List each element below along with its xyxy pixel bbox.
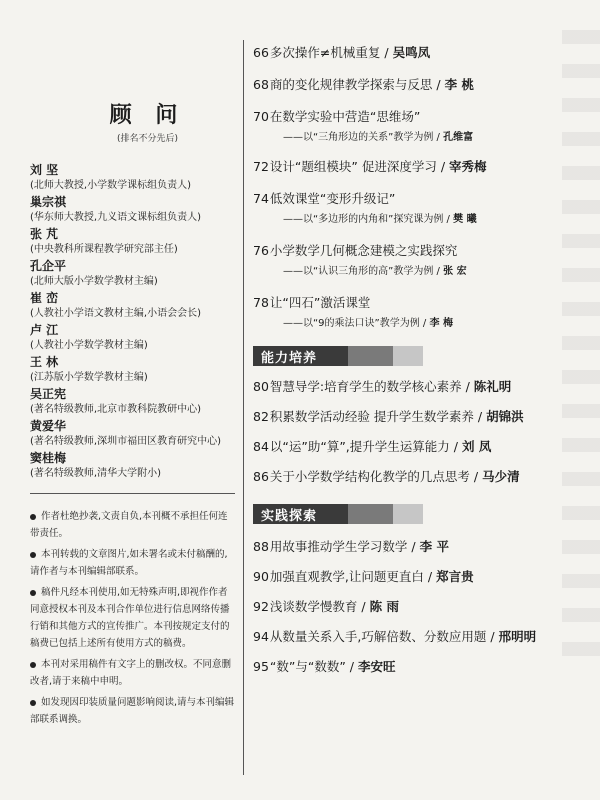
advisor-name: 吴正宪 (30, 387, 67, 401)
toc-entry[interactable]: 76小学数学几何概念建模之实践探究 (253, 243, 458, 258)
notice-item: 作者杜绝抄袭,文责自负,本刊概不承担任何连带责任。 (30, 511, 228, 539)
toc-entry[interactable]: 68商的变化规律教学探索与反思 / 李 桃 (253, 77, 474, 92)
notice-item: 本刊转载的文章图片,如未署名或未付稿酬的,请作者与本刊编辑部联系。 (30, 549, 228, 577)
advisor-name: 巢宗祺 (30, 195, 67, 209)
notice-item: 如发现因印装质量问题影响阅读,请与本刊编辑部联系调换。 (30, 697, 235, 725)
advisor-role: (北师大版小学数学教材主编) (30, 276, 158, 287)
bullet-icon (30, 700, 36, 706)
toc-entry[interactable]: 92浅谈数学慢教育 / 陈 雨 (253, 599, 399, 614)
show-through-text (562, 30, 600, 670)
advisor-name: 刘 坚 (30, 163, 59, 177)
advisor-name: 黄爱华 (30, 419, 67, 433)
toc-subtitle: ——以“三角形边的关系”教学为例 / 孔维富 (283, 132, 474, 143)
notice-item: 稿件凡经本刊使用,如无特殊声明,即视作作者同意授权本刊及本刊合作单位进行信息网络传播行销和其他方式的宣传推广。本刊按规定支付的稿费已包括上述所有使用方式的稿费。 (30, 587, 230, 649)
advisors-list (30, 162, 235, 481)
toc-entry[interactable]: 74低效课堂“变形升级记” (253, 191, 396, 206)
column-divider (243, 40, 244, 775)
toc-entry[interactable]: 80智慧导学:培育学生的数学核心素养 / 陈礼明 (253, 379, 512, 394)
toc-subtitle: ——以“9的乘法口诀”教学为例 / 李 梅 (283, 318, 453, 329)
advisor-role: (北师大教授,小学数学课标组负责人) (30, 180, 191, 191)
toc-entry[interactable]: 90加强直观教学,让问题更直白 / 郑言贵 (253, 569, 474, 584)
toc-entry[interactable]: 82积累数学活动经验 提升学生数学素养 / 胡锦洪 (253, 409, 524, 424)
notice-item: 本刊对采用稿件有文字上的删改权。不同意删改者,请于来稿中申明。 (30, 659, 232, 687)
advisor-role: (著名特级教师,深圳市福田区教育研究中心) (30, 436, 221, 447)
toc-entry[interactable]: 66多次操作≠机械重复 / 吴鸣凤 (253, 45, 431, 60)
advisor-role: (人教社小学语文教材主编,小语会会长) (30, 308, 201, 319)
advisor-name: 张 芃 (30, 227, 59, 241)
toc-entry[interactable]: 78让“四石”激活课堂 (253, 295, 371, 310)
advisors-title: 顾 问 (109, 103, 186, 128)
toc-entry[interactable]: 95“数”与“数数” / 李安旺 (253, 659, 396, 674)
toc-entry[interactable]: 70在数学实验中营造“思维场” (253, 109, 421, 124)
toc-entry[interactable]: 86关于小学数学结构化教学的几点思考 / 马少清 (253, 469, 520, 484)
advisor-role: (中央教科所课程教学研究部主任) (30, 244, 178, 255)
advisor-role: (著名特级教师,清华大学附小) (30, 468, 161, 479)
toc-subtitle: ——以“多边形的内角和”探究课为例 / 樊 曦 (283, 214, 477, 225)
advisor-name: 王 林 (30, 355, 59, 369)
bullet-icon (30, 514, 36, 520)
advisor-role: (人教社小学数学教材主编) (30, 340, 148, 351)
advisor-role: (江苏版小学数学教材主编) (30, 372, 148, 383)
toc-subtitle: ——以“认识三角形的高”教学为例 / 张 宏 (283, 266, 467, 277)
toc-entry[interactable]: 94从数量关系入手,巧解倍数、分数应用题 / 邢明明 (253, 629, 537, 644)
bullet-icon (30, 590, 36, 596)
advisor-name: 窦桂梅 (30, 451, 67, 465)
advisor-name: 卢 江 (30, 323, 59, 337)
bullet-icon (30, 552, 36, 558)
section-header-ability: 能力培养 (253, 346, 558, 366)
section-header-practice: 实践探索 (253, 504, 558, 524)
bullet-icon (30, 662, 36, 668)
advisor-role: (华东师大教授,九义语文课标组负责人) (30, 212, 201, 223)
advisors-note: (排名不分先后) (116, 134, 179, 144)
advisor-name: 崔 峦 (30, 291, 59, 305)
editorial-notices (30, 493, 235, 732)
toc-entry[interactable]: 88用故事推动学生学习数学 / 李 平 (253, 539, 449, 554)
advisors-panel (30, 60, 235, 482)
advisor-name: 孔企平 (30, 259, 67, 273)
advisor-role: (著名特级教师,北京市教科院教研中心) (30, 404, 201, 415)
toc-entry[interactable]: 72设计“题组模块” 促进深度学习 / 宰秀梅 (253, 159, 487, 174)
toc-entry[interactable]: 84以“运”助“算”,提升学生运算能力 / 刘 凤 (253, 439, 492, 454)
table-of-contents (253, 40, 558, 676)
